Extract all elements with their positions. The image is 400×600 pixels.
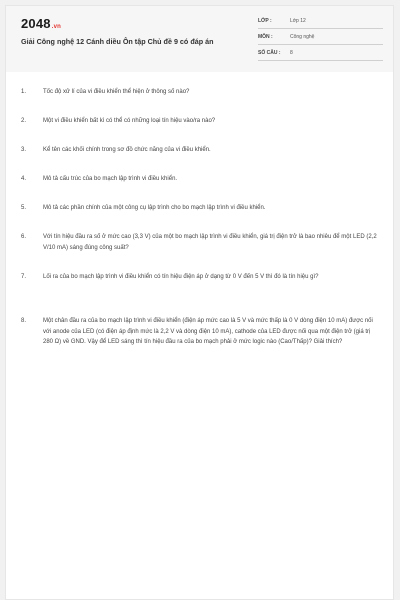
question-number: 3. [21, 147, 27, 153]
document-page [5, 5, 394, 600]
question-text: Với tín hiệu đầu ra số ở mức cao (3,3 V) của một bo mạch lập trình vi điều khiển, giá trị điện trở là bao nhiêu để một LED (2,2 V/10 mA) sáng đúng công suất? [43, 234, 377, 251]
question-text: Một vi điều khiển bất kì có thể có những loại tín hiệu vào/ra nào? [43, 118, 216, 124]
question-number: 8. [21, 318, 27, 324]
meta-value-class: Lớp 12 [290, 18, 306, 24]
meta-value-count: 8 [290, 50, 293, 56]
question-text: Mô tả cấu trúc của bo mạch lập trình vi điều khiển. [43, 176, 178, 182]
question-number: 5. [21, 205, 27, 211]
site-logo[interactable] [21, 16, 61, 31]
meta-row-count [258, 49, 383, 61]
question-number: 6. [21, 234, 27, 240]
document-meta [258, 17, 383, 65]
document-header [6, 6, 393, 72]
question-number: 4. [21, 176, 27, 182]
document-title: Giải Công nghệ 12 Cánh diều Ôn tập Chủ đề 9 có đáp án [21, 37, 214, 46]
question-number: 2. [21, 118, 27, 124]
question-number: 1. [21, 89, 27, 95]
question-text: Mô tả các phần chính của một công cụ lập trình cho bo mạch lập trình vi điều khiển. [43, 205, 266, 211]
meta-label-class: LỚP : [258, 18, 272, 24]
question-text: Lối ra của bo mạch lập trình vi điều khiển có tín hiệu điện áp ở dạng từ 0 V đến 5 V thì đó là tín hiệu gì? [43, 274, 319, 280]
logo-suffix: .vn [51, 24, 62, 30]
logo-text: 2048 [21, 16, 51, 31]
question-text: Một chân đầu ra của bo mạch lập trình vi điều khiển (điện áp mức cao là 5 V và mức thấp là 0 V dòng điện 10 mA) được nối với anode của LED (có điện áp định mức là 2,2 V và dòng điện 10 mA), cathode của LED được nối qua một điện trở (giá trị 280 Ω) về GND. Vậy để LED sáng thì tín hiệu đầu ra của bo mạch phải ở mức logic nào (Cao/Thấp)? Giải thích? [43, 318, 373, 345]
question-text: Tốc độ xử lí của vi điều khiển thể hiện ở thông số nào? [43, 89, 190, 95]
meta-value-subject: Công nghệ [290, 34, 315, 40]
meta-label-subject: MÔN : [258, 34, 273, 40]
meta-label-count: SỐ CÂU : [258, 50, 281, 56]
question-number: 7. [21, 274, 27, 280]
meta-row-subject [258, 33, 383, 45]
question-text: Kể tên các khối chính trong sơ đồ chức năng của vi điều khiển. [43, 147, 211, 153]
meta-row-class [258, 17, 383, 29]
